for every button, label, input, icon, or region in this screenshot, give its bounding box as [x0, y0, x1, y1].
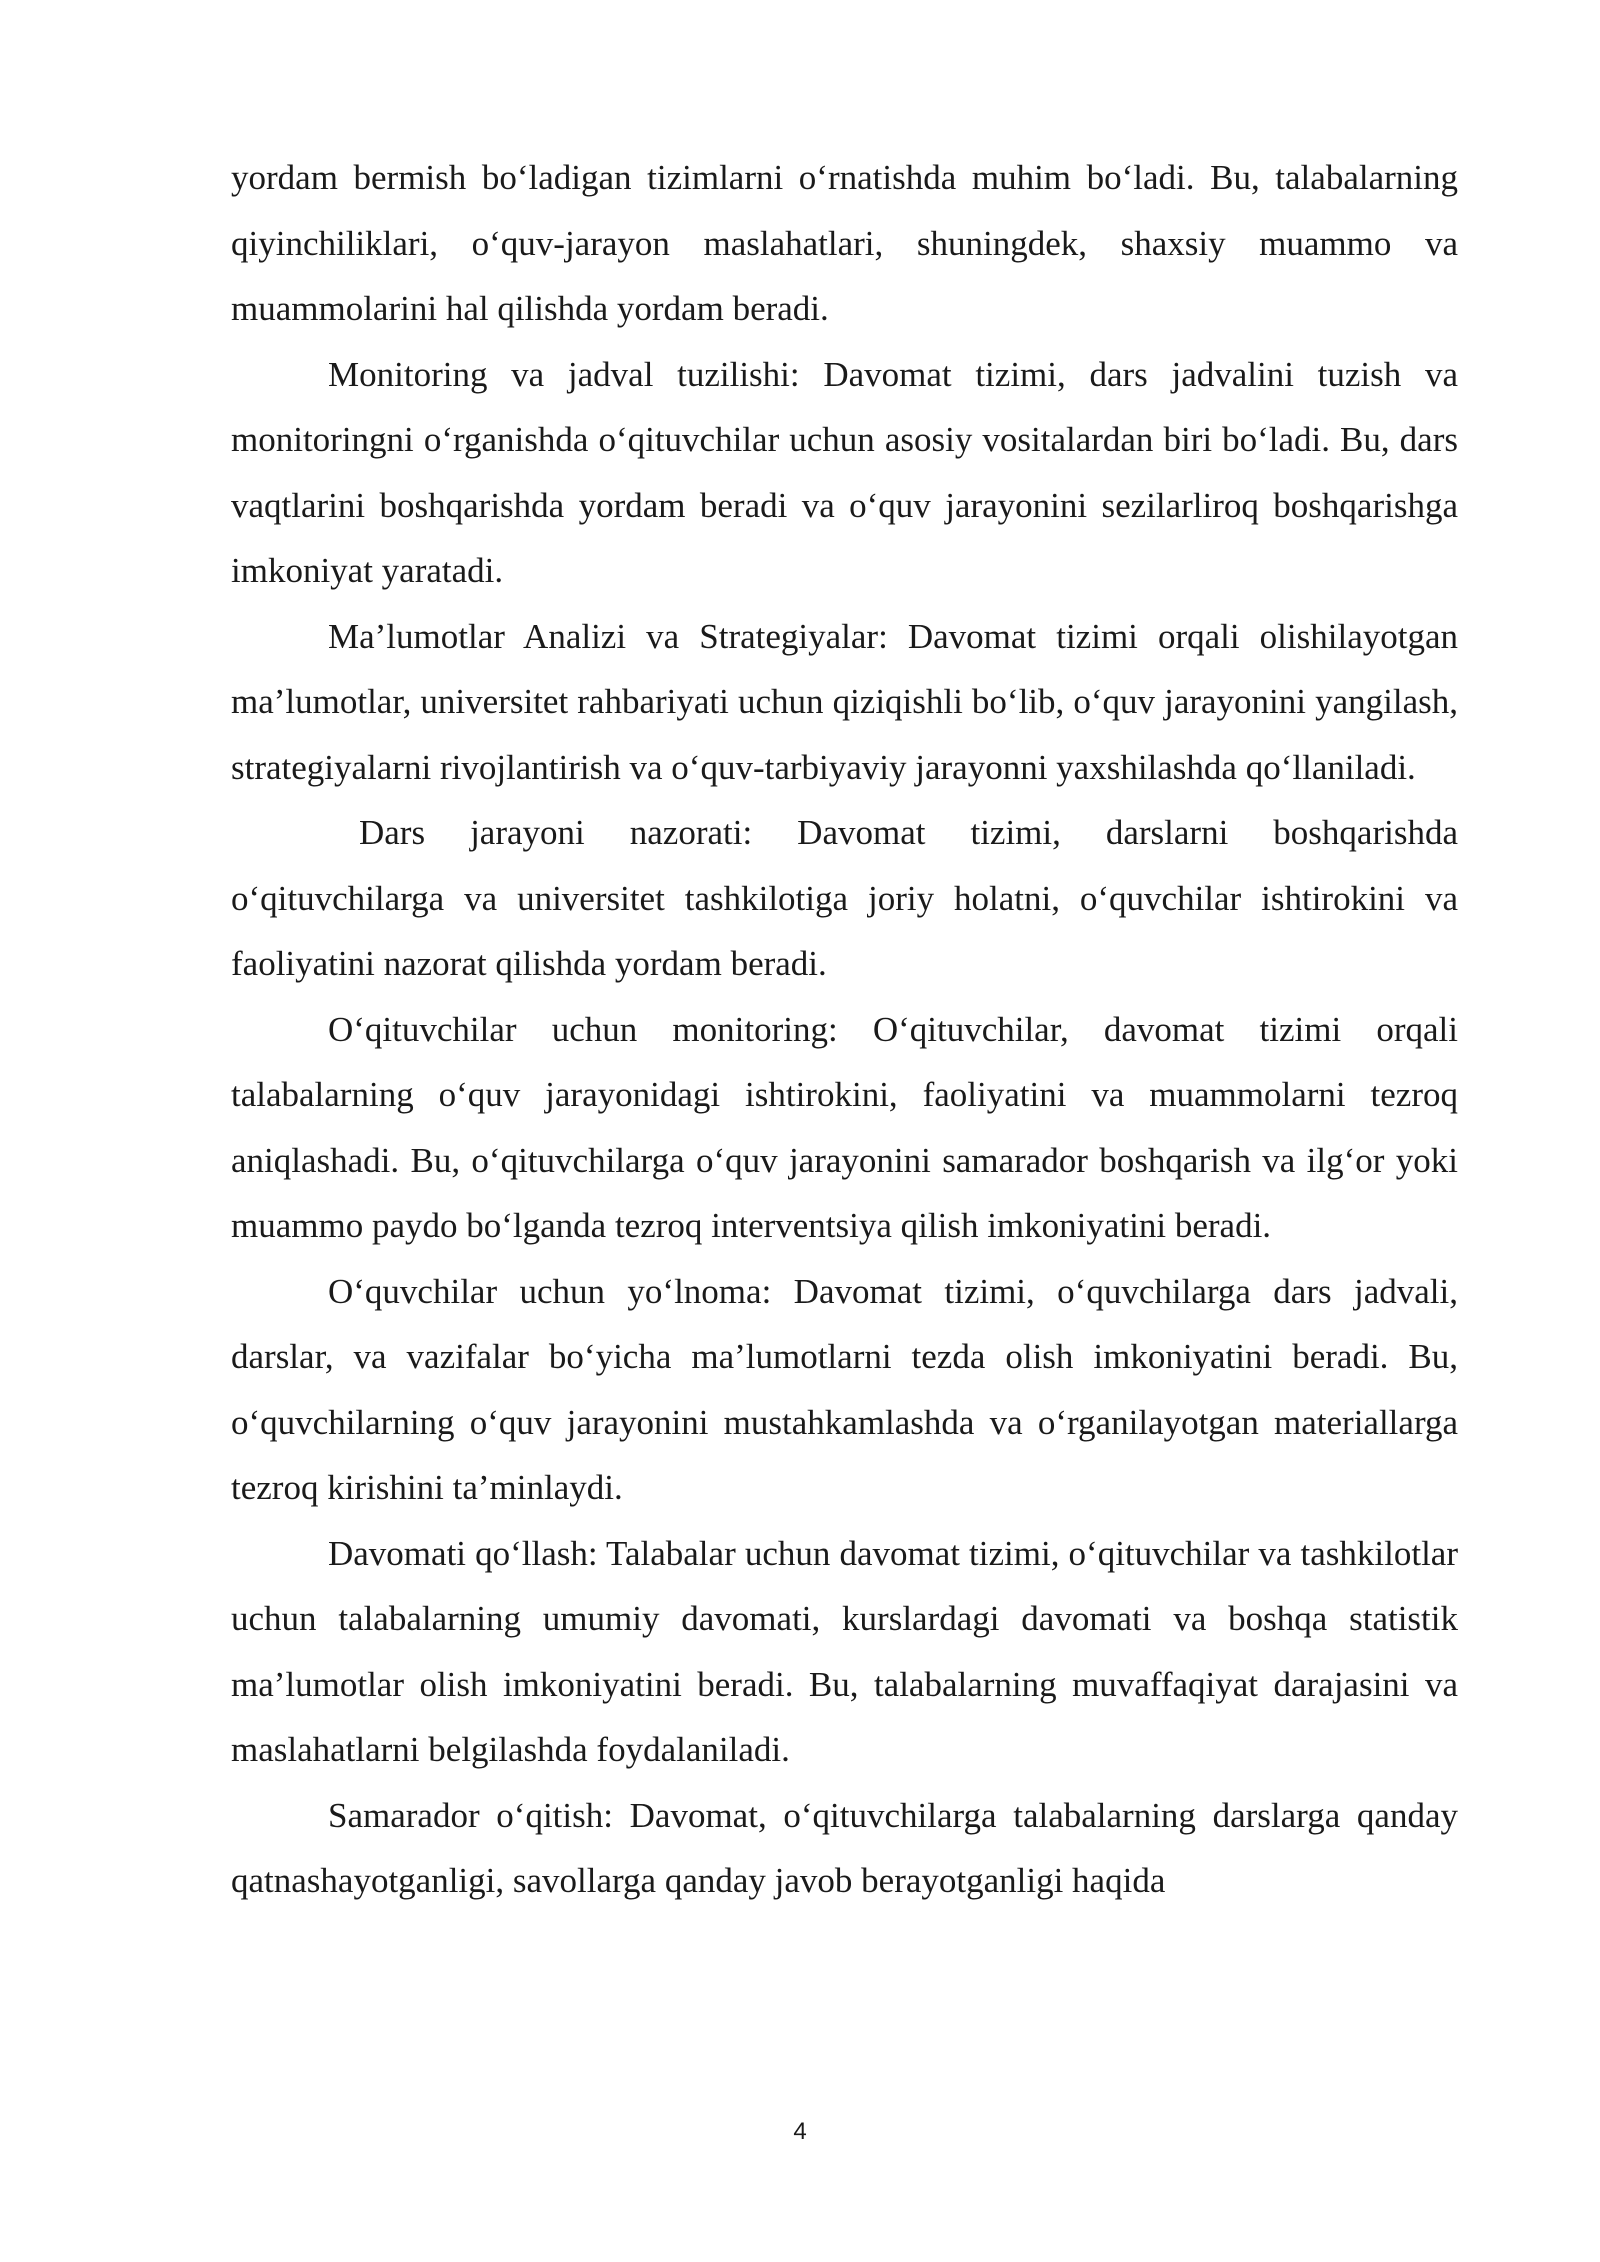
paragraph-data-analysis: Ma’lumotlar Analizi va Strategiyalar: Davomat tizimi orqali olishilayotgan ma’lumotlar, universitet rahbariyati uchun qiziqishli bo‘lib, o‘quv jarayonini yangilash, strategiyalarni rivojlantirish va o‘quv-tarbiyaviy jarayonni yaxshilashda qo‘llaniladi. — [231, 616, 1458, 787]
paragraph-monitoring-schedule: Monitoring va jadval tuzilishi: Davomat tizimi, dars jadvalini tuzish va monitoringni o‘rganishda o‘qituvchilar uchun asosiy vositalardan biri bo‘ladi. Bu, dars vaqtlarini boshqarishda yordam beradi va o‘quv jarayonini sezilarliroq boshqarishga imkoniyat yaratadi. — [231, 354, 1458, 590]
paragraph-attendance-use: Davomati qo‘llash: Talabalar uchun davomat tizimi, o‘qituvchilar va tashkilotlar uchun talabalarning umumiy davomati, kurslardagi davomati va boshqa statistik ma’lumotlar olish imkoniyatini beradi. Bu, talabalarning muvaffaqiyat darajasini va maslahatlarni belgilashda foydalaniladi. — [231, 1533, 1458, 1769]
paragraph-teacher-monitoring: O‘qituvchilar uchun monitoring: O‘qituvchilar, davomat tizimi orqali talabalarning o‘quv jarayonidagi ishtirokini, faoliyatini va muammolarni tezroq aniqlashadi. Bu, o‘qituvchilarga o‘quv jarayonini samarador boshqarish va ilg‘or yoki muammo paydo bo‘lganda tezroq interventsiya qilish imkoniyatini beradi. — [231, 1009, 1458, 1245]
paragraph-student-guide: O‘quvchilar uchun yo‘lnoma: Davomat tizimi, o‘quvchilarga dars jadvali, darslar, va vazifalar bo‘yicha ma’lumotlarni tezda olish imkoniyatini beradi. Bu, o‘quvchilarning o‘quv jarayonini mustahkamlashda va o‘rganilayotgan materiallarga tezroq kirishini ta’minlaydi. — [231, 1271, 1458, 1507]
paragraph-continuation: yordam bermish bo‘ladigan tizimlarni o‘rnatishda muhim bo‘ladi. Bu, talabalarning qiyinchiliklari, o‘quv-jarayon maslahatlari, shuningdek, shaxsiy muammo va muammolarini hal qilishda yordam beradi. — [231, 158, 1458, 328]
body-text — [231, 145, 1458, 1914]
paragraph-effective-teaching: Samarador o‘qitish: Davomat, o‘qituvchilarga talabalarning darslarga qanday qatnashayotganligi, savollarga qanday javob berayotganligi haqida — [231, 1795, 1458, 1900]
paragraph-lesson-control: Dars jarayoni nazorati: Davomat tizimi, darslarni boshqarishda o‘qituvchilarga va universitet tashkilotiga joriy holatni, o‘quvchilar ishtirokini va faoliyatini nazorat qilishda yordam beradi. — [231, 813, 1458, 983]
page-number: 4 — [793, 2118, 807, 2145]
